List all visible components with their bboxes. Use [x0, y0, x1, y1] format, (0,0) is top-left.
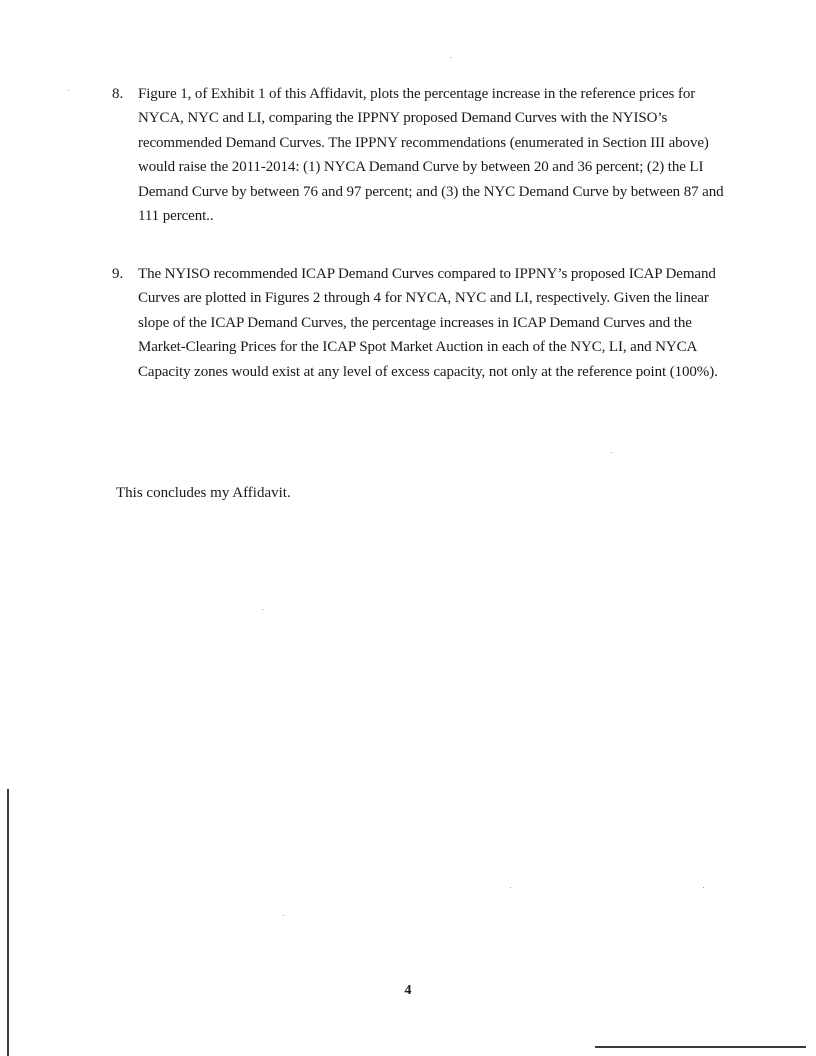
- paragraph-number: 8.: [112, 86, 124, 102]
- closing-statement: This concludes my Affidavit.: [116, 485, 291, 501]
- scan-speck: [262, 609, 263, 610]
- paragraph-number: 9.: [112, 266, 124, 282]
- scan-speck: [283, 915, 284, 916]
- scan-edge-line-bottom: [595, 1046, 806, 1048]
- paragraph-text: The NYISO recommended ICAP Demand Curves compared to IPPNY’s proposed ICAP Demand Curves are plotted in Figures 2 through 4 for NYCA, NYC and LI, respectively. Given the linear slope of the ICAP Demand Curves, the percentage increases in ICAP Demand Curves and the Market-Clearing Prices for the ICAP Spot Market Auction in each of the NYC, LI, and NYCA Capacity zones would exist at any level of excess capacity, not only at the reference point (100%).: [138, 266, 718, 380]
- scan-speck: [510, 887, 511, 888]
- page-number: 4: [404, 983, 412, 998]
- scan-speck: [703, 887, 704, 888]
- scan-speck: [450, 57, 451, 58]
- paragraph-8: [112, 82, 732, 228]
- paragraph-text: Figure 1, of Exhibit 1 of this Affidavit, plots the percentage increase in the reference prices for NYCA, NYC and LI, comparing the IPPNY proposed Demand Curves with the NYISO’s recommended Demand Curves. The IPPNY recommendations (enumerated in Section III above) would raise the 2011-2014: (1) NYCA Demand Curve by between 20 and 36 percent; (2) the LI Demand Curve by between 76 and 97 percent; and (3) the NYC Demand Curve by between 87 and 111 percent..: [138, 86, 724, 225]
- scan-speck: [611, 452, 612, 453]
- scan-speck: [68, 90, 69, 91]
- scan-edge-line-left: [7, 789, 9, 1056]
- paragraph-9: [112, 262, 732, 384]
